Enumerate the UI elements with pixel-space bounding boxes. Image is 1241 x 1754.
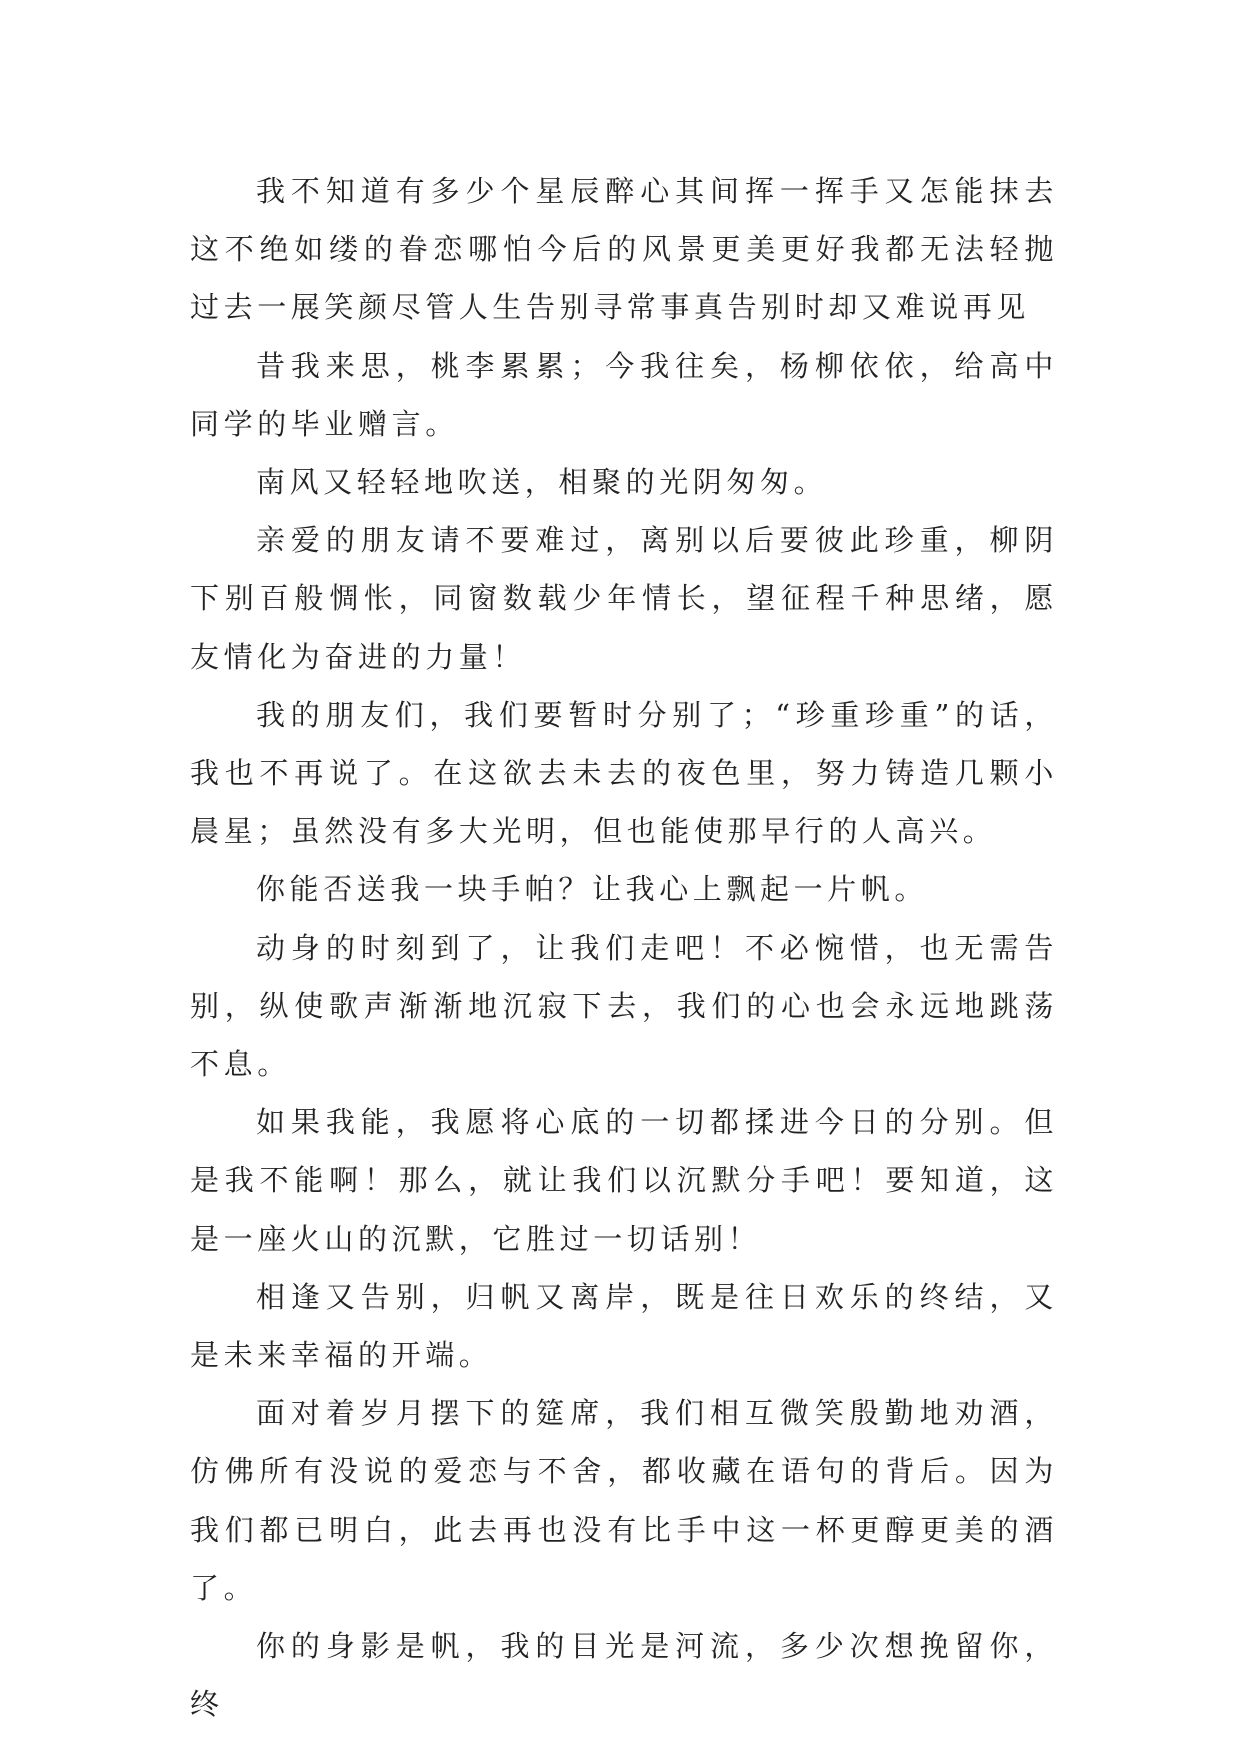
paragraph-3: 南风又轻轻地吹送，相聚的光阴匆匆。 xyxy=(256,465,828,500)
paragraph-10: 面对着岁月摆下的筵席，我们相互微笑殷勤地劝酒，仿佛所有没说的爱恋与不舍，都收藏在语句的背后。因为我们都已明白，此去再也没有比手中这一杯更醇更美的酒了。 xyxy=(190,1396,1058,1605)
paragraph-6: 你能否送我一块手帕？让我心上飘起一片帆。 xyxy=(256,872,929,907)
paragraph-8: 如果我能，我愿将心底的一切都揉进今日的分别。但是我不能啊！那么，就让我们以沉默分手吧！要知道，这是一座火山的沉默，它胜过一切话别！ xyxy=(190,1105,1058,1256)
document-body xyxy=(190,162,1058,1733)
paragraph-11: 你的身影是帆，我的目光是河流，多少次想挽留你，终 xyxy=(190,1629,1058,1722)
paragraph-4: 亲爱的朋友请不要难过，离别以后要彼此珍重，柳阴下别百般惆怅，同窗数载少年情长，望征程千种思绪，愿友情化为奋进的力量！ xyxy=(190,523,1058,674)
paragraph-1: 我不知道有多少个星辰醉心其间挥一挥手又怎能抹去这不绝如缕的眷恋哪怕今后的风景更美更好我都无法轻抛过去一展笑颜尽管人生告别寻常事真告别时却又难说再见 xyxy=(190,174,1058,325)
paragraph-7: 动身的时刻到了，让我们走吧！不必惋惜，也无需告别，纵使歌声渐渐地沉寂下去，我们的心也会永远地跳荡不息。 xyxy=(190,930,1058,1082)
paragraph-2: 昔我来思，桃李累累；今我往矣，杨柳依依，给高中同学的毕业赠言。 xyxy=(190,348,1058,441)
paragraph-9: 相逢又告别，归帆又离岸，既是往日欢乐的终结，又是未来幸福的开端。 xyxy=(190,1279,1058,1373)
paragraph-5: 我的朋友们，我们要暂时分别了；“珍重珍重”的话，我也不再说了。在这欲去未去的夜色里，努力铸造几颗小晨星；虽然没有多大光明，但也能使那早行的人高兴。 xyxy=(190,697,1058,849)
